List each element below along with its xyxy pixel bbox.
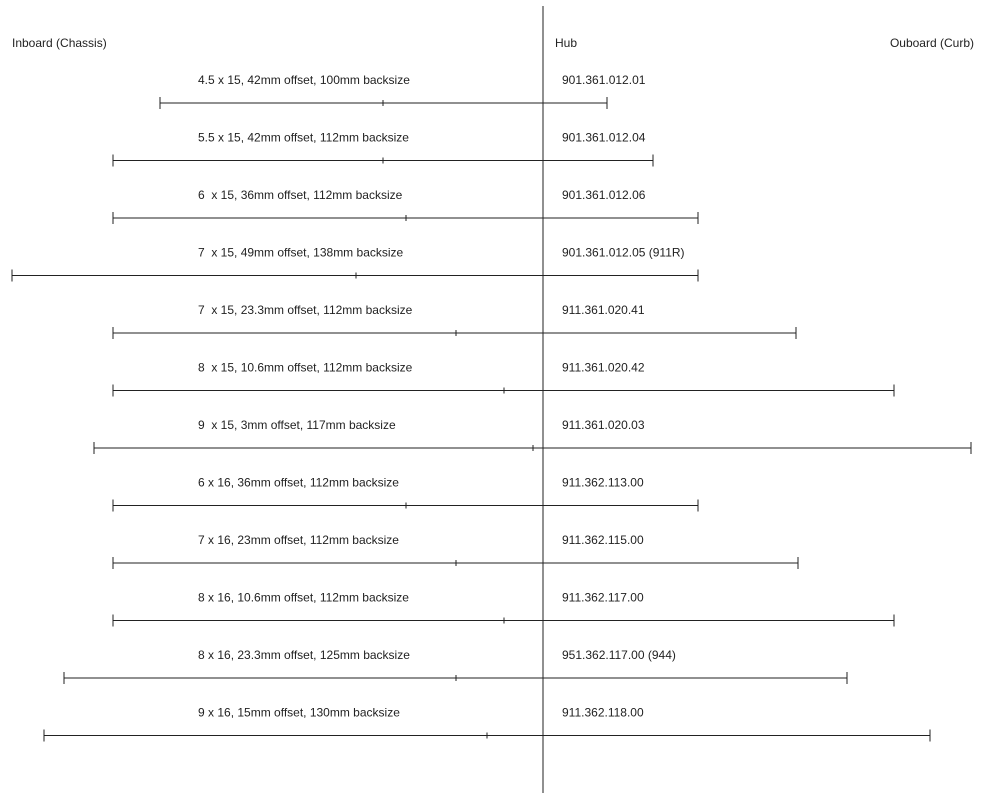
wheel-spec-label: 8 x 15, 10.6mm offset, 112mm backsize <box>198 360 413 375</box>
part-number-label: 901.361.012.06 <box>562 188 646 202</box>
part-number-label: 911.362.115.00 <box>562 533 644 547</box>
part-number-label: 911.361.020.03 <box>562 418 645 432</box>
wheel-row <box>113 303 796 339</box>
part-number-label: 901.361.012.01 <box>562 73 646 87</box>
wheel-row <box>113 188 698 224</box>
wheel-row <box>44 706 930 742</box>
wheel-spec-label: 6 x 15, 36mm offset, 112mm backsize <box>198 188 403 202</box>
wheel-spec-label: 7 x 16, 23mm offset, 112mm backsize <box>198 533 399 547</box>
wheel-row <box>113 533 798 569</box>
inboard-label: Inboard (Chassis) <box>12 36 107 50</box>
part-number-label: 901.361.012.04 <box>562 130 646 145</box>
wheel-spec-label: 7 x 15, 23.3mm offset, 112mm backsize <box>198 303 413 317</box>
wheel-spec-label: 9 x 16, 15mm offset, 130mm backsize <box>198 705 400 720</box>
wheel-spec-label: 8 x 16, 10.6mm offset, 112mm backsize <box>198 590 409 605</box>
wheel-row <box>113 361 894 397</box>
outboard-label: Ouboard (Curb) <box>889 36 974 50</box>
wheel-spec-label: 4.5 x 15, 42mm offset, 100mm backsize <box>198 73 410 87</box>
wheel-row <box>94 418 971 454</box>
wheel-spec-label: 5.5 x 15, 42mm offset, 112mm backsize <box>198 130 409 145</box>
wheel-spec-label: 6 x 16, 36mm offset, 112mm backsize <box>198 475 399 490</box>
part-number-label: 901.361.012.05 (911R) <box>562 245 685 260</box>
wheel-spec-label: 9 x 15, 3mm offset, 117mm backsize <box>198 418 396 432</box>
part-number-label: 911.362.113.00 <box>562 475 644 490</box>
wheel-row <box>64 648 847 684</box>
wheel-row <box>12 246 698 282</box>
hub-label: Hub <box>555 36 578 50</box>
wheel-row <box>113 476 698 512</box>
part-number-label: 911.362.117.00 <box>562 590 644 605</box>
part-number-label: 911.361.020.42 <box>562 360 645 375</box>
wheel-spec-label: 7 x 15, 49mm offset, 138mm backsize <box>198 245 404 260</box>
part-number-label: 911.362.118.00 <box>562 705 644 720</box>
wheel-rows <box>12 73 971 742</box>
wheel-row <box>113 131 653 167</box>
wheel-row <box>113 591 894 627</box>
part-number-label: 951.362.117.00 (944) <box>562 648 676 662</box>
wheel-spec-label: 8 x 16, 23.3mm offset, 125mm backsize <box>198 648 410 662</box>
part-number-label: 911.361.020.41 <box>562 303 645 317</box>
wheel-row <box>160 73 646 109</box>
